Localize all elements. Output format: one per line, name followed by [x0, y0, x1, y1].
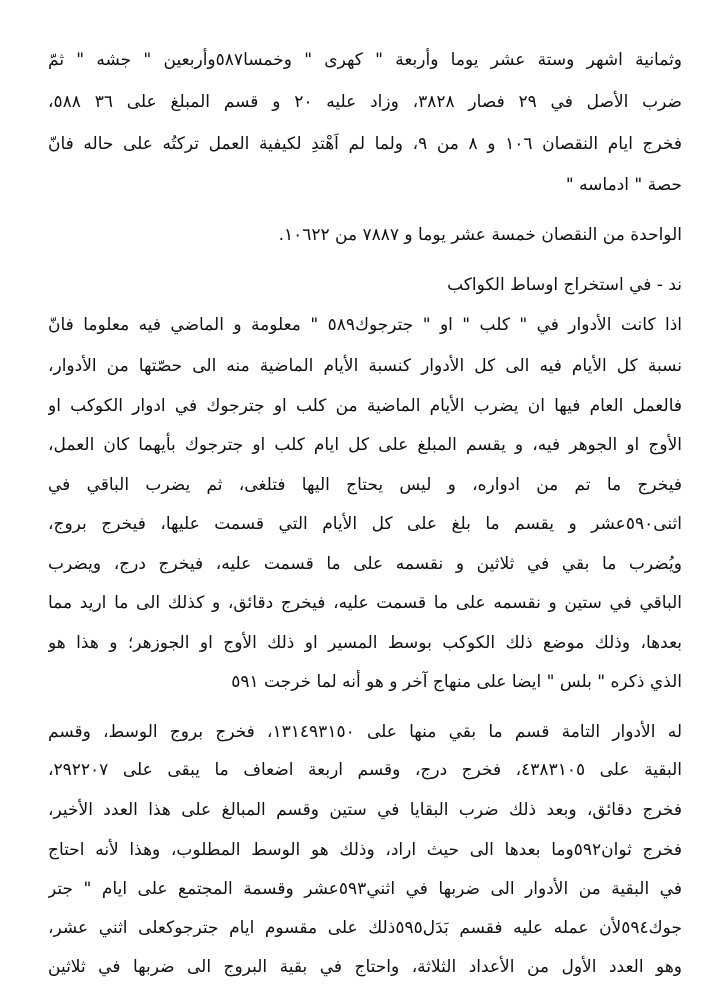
text-line: فخرج ثوان٥٩٢وما بعدها الى حيث اراد، وذلك هو الوسط المطلوب، وهذا لأنه احتاج: [48, 840, 682, 860]
text-line: ويُضرب ما بقي في ثلاثين و نقسمه على ما قسمت عليه، فيخرج درج، ويضرب: [48, 554, 682, 574]
document-page: [48, 0, 682, 1000]
text-line: وثمانية اشهر وستة عشر يوما وأربعة " كهرى " وخمسا٥٨٧وأربعين " جشه " ثمّ: [48, 50, 682, 70]
text-line: فالعمل العام فيها ان يضرب الأيام الماضية من كلب او جترجوك في ادوار الكوكب او: [48, 396, 682, 416]
text-line: حصة " ادماسه ": [565, 175, 682, 195]
text-line: البقية على ٤٣٨٣١٠٥، فخرج درج، وقسم اربعة اضعاف ما يبقى على ٢٩٢٢٠٧،: [48, 760, 682, 780]
text-line: وهو العدد الأول من الأعداد الثلاثة، واحتاج في بقية البروج الى ضربها في ثلاثين: [48, 957, 682, 977]
text-line: ضرب الأصل في ٢٩ فصار ٣٨٢٨، وزاد عليه ٢٠ و قسم المبلغ على ٣٦ ٥٨٨،: [48, 92, 682, 112]
text-line: جوك٥٩٤لأن عمله عليه فقسم بَدَل٥٩٥ذلك على مقسوم ايام جترجوكعلى اثني عشر،: [48, 918, 682, 938]
section-heading: ند - في استخراج اوساط الكواكب: [447, 275, 682, 295]
text-line: الواحدة من النقصان خمسة عشر يوما و ٧٨٨٧ من ١٠٦٢٢.: [278, 225, 682, 245]
text-line: الذي ذكره " بلس " ايضا على منهاج آخر و هو أنه لما خرجت ٥٩١: [231, 672, 682, 692]
text-line: الباقي في ستين و نقسمه على ما قسمت عليه، فيخرج دقائق، و كذلك الى ما اريد مما: [48, 593, 682, 613]
text-line: فخرج دقائق، وبعد ذلك ضرب البقايا في ستين وقسم المبالغ على هذا العدد الأخير،: [48, 800, 682, 820]
text-line: اذا كانت الأدوار في " كلب " او " جترجوك٥٨٩ " معلومة و الماضي فيه معلوما فانّ: [48, 315, 682, 335]
text-line: بعدها، وذلك موضع ذلك الكوكب بوسط المسير او ذلك الأوج او الجوزهر؛ و هذا هو: [48, 633, 682, 653]
text-line: فخرج ايام النقصان ١٠٦ و ٨ من ٩، ولما لم اَهْتدِ لكيفية العمل تركتُه على حاله فانّ: [48, 134, 682, 154]
text-line: في البقية من الأدوار الى ضربها في اثني٥٩٣عشر وقسمة المجتمع على ايام " جتر: [48, 879, 682, 899]
text-line: اثنى٥٩٠عشر و يقسم ما بلغ على كل الأيام التي قسمت عليها، فيخرج بروج،: [48, 514, 682, 534]
text-line: له الأدوار التامة قسم ما بقي منها على ١٣١٤٩٣١٥٠، فخرج بروج الوسط، وقسم: [48, 722, 682, 742]
text-line: الأوج او الجوهر فيه، و يقسم المبلغ على كل ايام كلب او جترجوك بأيهما كان العمل،: [48, 435, 682, 455]
text-line: فيخرج ما تم من ادواره، و ليس يحتاج اليها فتلغى، ثم يضرب الباقي في: [48, 475, 682, 495]
text-line: نسبة كل الأيام فيه الى كل الأدوار كنسبة الأيام الماضية منه الى حصّتها من الأدوار،: [48, 356, 682, 376]
